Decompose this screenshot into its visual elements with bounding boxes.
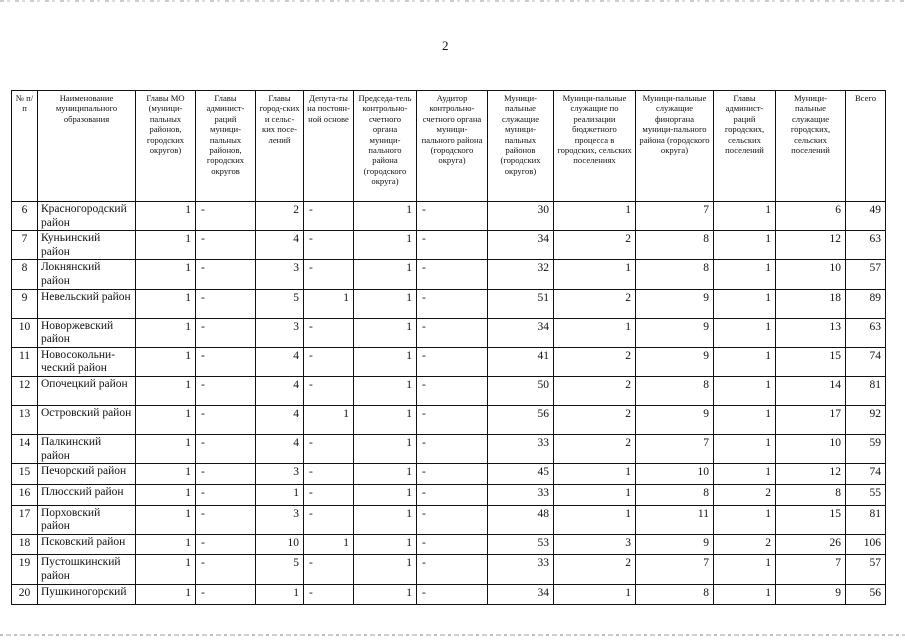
- cell-auditor: -: [417, 377, 488, 406]
- cell-row-number: 9: [12, 289, 38, 318]
- table-row: [12, 406, 886, 435]
- cell-settlement-staff: 15: [776, 505, 846, 534]
- cell-settlement-admin-heads: 1: [714, 406, 776, 435]
- cell-row-number: 12: [12, 377, 38, 406]
- cell-heads-mo: 1: [136, 260, 196, 289]
- cell-audit-chair: 1: [354, 485, 417, 506]
- cell-auditor: -: [417, 289, 488, 318]
- cell-heads-admin: -: [196, 260, 256, 289]
- cell-settlement-staff: 6: [776, 202, 846, 231]
- cell-budget-staff: 1: [554, 485, 636, 506]
- cell-district-staff: 41: [488, 347, 554, 376]
- cell-settlement-admin-heads: 1: [714, 289, 776, 318]
- cell-auditor: -: [417, 202, 488, 231]
- cell-heads-settlements: 1: [256, 485, 304, 506]
- table-row: [12, 260, 886, 289]
- cell-total: 106: [846, 534, 886, 555]
- cell-deputies: 1: [304, 289, 354, 318]
- cell-row-number: 18: [12, 534, 38, 555]
- cell-municipality-name: Красногородский район: [38, 202, 136, 231]
- cell-district-staff: 30: [488, 202, 554, 231]
- cell-finance-staff: 7: [636, 435, 714, 464]
- cell-row-number: 10: [12, 318, 38, 347]
- cell-heads-mo: 1: [136, 555, 196, 584]
- table-header-row: [12, 91, 886, 202]
- cell-budget-staff: 1: [554, 464, 636, 485]
- cell-settlement-staff: 12: [776, 231, 846, 260]
- cell-audit-chair: 1: [354, 435, 417, 464]
- cell-municipality-name: Порховский район: [38, 505, 136, 534]
- cell-district-staff: 33: [488, 555, 554, 584]
- table-row: [12, 555, 886, 584]
- cell-finance-staff: 8: [636, 377, 714, 406]
- cell-district-staff: 34: [488, 231, 554, 260]
- cell-deputies: -: [304, 555, 354, 584]
- header-total: Всего: [846, 91, 886, 202]
- cell-settlement-staff: 14: [776, 377, 846, 406]
- cell-heads-admin: -: [196, 584, 256, 605]
- header-auditor: Аудитор контрольно-счетного органа муници-пального района (городского округа): [417, 91, 488, 202]
- cell-heads-settlements: 4: [256, 347, 304, 376]
- cell-total: 81: [846, 377, 886, 406]
- cell-budget-staff: 2: [554, 377, 636, 406]
- cell-audit-chair: 1: [354, 260, 417, 289]
- cell-settlement-staff: 18: [776, 289, 846, 318]
- cell-finance-staff: 9: [636, 347, 714, 376]
- cell-municipality-name: Пустошкинский район: [38, 555, 136, 584]
- cell-deputies: 1: [304, 406, 354, 435]
- table-row: [12, 435, 886, 464]
- cell-deputies: -: [304, 231, 354, 260]
- cell-heads-mo: 1: [136, 377, 196, 406]
- cell-heads-admin: -: [196, 289, 256, 318]
- header-settlement-admin-heads: Главы админист-раций городских, сельских поселений: [714, 91, 776, 202]
- cell-settlement-staff: 13: [776, 318, 846, 347]
- scan-edge-bottom: [0, 634, 905, 636]
- cell-total: 59: [846, 435, 886, 464]
- cell-municipality-name: Палкинский район: [38, 435, 136, 464]
- cell-district-staff: 33: [488, 435, 554, 464]
- cell-auditor: -: [417, 464, 488, 485]
- cell-audit-chair: 1: [354, 406, 417, 435]
- cell-heads-mo: 1: [136, 485, 196, 506]
- cell-row-number: 7: [12, 231, 38, 260]
- cell-district-staff: 56: [488, 406, 554, 435]
- cell-district-staff: 50: [488, 377, 554, 406]
- cell-settlement-staff: 10: [776, 260, 846, 289]
- cell-heads-settlements: 4: [256, 231, 304, 260]
- cell-settlement-admin-heads: 1: [714, 202, 776, 231]
- table-body: [12, 202, 886, 605]
- cell-auditor: -: [417, 406, 488, 435]
- cell-finance-staff: 8: [636, 231, 714, 260]
- header-finance-staff: Муници-пальные служащие финоргана муници-пального района (городского округа): [636, 91, 714, 202]
- cell-municipality-name: Печорский район: [38, 464, 136, 485]
- cell-row-number: 8: [12, 260, 38, 289]
- cell-heads-admin: -: [196, 464, 256, 485]
- cell-total: 57: [846, 555, 886, 584]
- cell-finance-staff: 11: [636, 505, 714, 534]
- header-budget-staff: Муници-пальные служащие по реализации бюджетного процесса в городских, сельских поселениях: [554, 91, 636, 202]
- header-settlement-staff: Муници-пальные служащие городских, сельских поселений: [776, 91, 846, 202]
- cell-deputies: -: [304, 377, 354, 406]
- cell-auditor: -: [417, 534, 488, 555]
- cell-district-staff: 45: [488, 464, 554, 485]
- cell-municipality-name: Островский район: [38, 406, 136, 435]
- table-row: [12, 584, 886, 605]
- cell-heads-settlements: 3: [256, 318, 304, 347]
- cell-heads-admin: -: [196, 555, 256, 584]
- table-row: [12, 347, 886, 376]
- cell-budget-staff: 1: [554, 260, 636, 289]
- cell-row-number: 16: [12, 485, 38, 506]
- table-row: [12, 202, 886, 231]
- cell-audit-chair: 1: [354, 505, 417, 534]
- cell-heads-settlements: 10: [256, 534, 304, 555]
- header-heads-mo: Главы МО (муници-пальных районов, городских округов): [136, 91, 196, 202]
- cell-municipality-name: Куньинский район: [38, 231, 136, 260]
- cell-settlement-admin-heads: 1: [714, 377, 776, 406]
- cell-settlement-admin-heads: 1: [714, 347, 776, 376]
- cell-heads-settlements: 3: [256, 260, 304, 289]
- header-audit-chair: Председа-тель контрольно-счетного органа муници-пального района (городского округа): [354, 91, 417, 202]
- cell-municipality-name: Невельский район: [38, 289, 136, 318]
- cell-heads-admin: -: [196, 347, 256, 376]
- cell-district-staff: 34: [488, 318, 554, 347]
- cell-budget-staff: 2: [554, 231, 636, 260]
- cell-finance-staff: 7: [636, 555, 714, 584]
- cell-deputies: -: [304, 318, 354, 347]
- cell-municipality-name: Локнянский район: [38, 260, 136, 289]
- cell-settlement-admin-heads: 1: [714, 584, 776, 605]
- cell-audit-chair: 1: [354, 202, 417, 231]
- cell-budget-staff: 1: [554, 505, 636, 534]
- cell-deputies: -: [304, 260, 354, 289]
- cell-row-number: 17: [12, 505, 38, 534]
- cell-row-number: 20: [12, 584, 38, 605]
- cell-audit-chair: 1: [354, 289, 417, 318]
- table-row: [12, 289, 886, 318]
- cell-settlement-admin-heads: 1: [714, 318, 776, 347]
- cell-heads-mo: 1: [136, 534, 196, 555]
- cell-finance-staff: 9: [636, 406, 714, 435]
- cell-heads-admin: -: [196, 505, 256, 534]
- cell-settlement-admin-heads: 2: [714, 534, 776, 555]
- table-row: [12, 464, 886, 485]
- cell-municipality-name: Новосокольни-ческий район: [38, 347, 136, 376]
- table-row: [12, 318, 886, 347]
- cell-district-staff: 32: [488, 260, 554, 289]
- cell-auditor: -: [417, 231, 488, 260]
- cell-audit-chair: 1: [354, 377, 417, 406]
- cell-heads-mo: 1: [136, 231, 196, 260]
- cell-finance-staff: 9: [636, 289, 714, 318]
- cell-auditor: -: [417, 555, 488, 584]
- cell-budget-staff: 1: [554, 318, 636, 347]
- cell-heads-admin: -: [196, 318, 256, 347]
- cell-budget-staff: 2: [554, 555, 636, 584]
- cell-heads-settlements: 4: [256, 406, 304, 435]
- cell-auditor: -: [417, 584, 488, 605]
- cell-finance-staff: 8: [636, 584, 714, 605]
- cell-heads-admin: -: [196, 406, 256, 435]
- header-number: № п/п: [12, 91, 38, 202]
- cell-heads-mo: 1: [136, 464, 196, 485]
- cell-heads-admin: -: [196, 202, 256, 231]
- cell-heads-settlements: 4: [256, 377, 304, 406]
- cell-deputies: -: [304, 202, 354, 231]
- cell-finance-staff: 8: [636, 260, 714, 289]
- cell-heads-mo: 1: [136, 505, 196, 534]
- cell-finance-staff: 9: [636, 318, 714, 347]
- cell-total: 57: [846, 260, 886, 289]
- cell-heads-settlements: 3: [256, 464, 304, 485]
- cell-heads-admin: -: [196, 377, 256, 406]
- cell-row-number: 11: [12, 347, 38, 376]
- cell-heads-mo: 1: [136, 318, 196, 347]
- cell-auditor: -: [417, 347, 488, 376]
- cell-budget-staff: 2: [554, 289, 636, 318]
- header-heads-settlements: Главы город-ских и сельс-ких посе-лений: [256, 91, 304, 202]
- cell-budget-staff: 3: [554, 534, 636, 555]
- cell-deputies: -: [304, 485, 354, 506]
- cell-settlement-staff: 26: [776, 534, 846, 555]
- cell-settlement-staff: 17: [776, 406, 846, 435]
- cell-total: 89: [846, 289, 886, 318]
- cell-heads-settlements: 1: [256, 584, 304, 605]
- cell-budget-staff: 2: [554, 347, 636, 376]
- cell-district-staff: 51: [488, 289, 554, 318]
- cell-settlement-staff: 7: [776, 555, 846, 584]
- cell-total: 63: [846, 318, 886, 347]
- cell-total: 49: [846, 202, 886, 231]
- cell-auditor: -: [417, 485, 488, 506]
- cell-settlement-admin-heads: 1: [714, 231, 776, 260]
- cell-row-number: 13: [12, 406, 38, 435]
- cell-row-number: 19: [12, 555, 38, 584]
- cell-total: 92: [846, 406, 886, 435]
- cell-settlement-admin-heads: 1: [714, 260, 776, 289]
- cell-municipality-name: Пушкиногорский: [38, 584, 136, 605]
- cell-auditor: -: [417, 505, 488, 534]
- table-row: [12, 534, 886, 555]
- cell-audit-chair: 1: [354, 464, 417, 485]
- cell-district-staff: 53: [488, 534, 554, 555]
- header-district-staff: Муници-пальные служащие муници-пальных районов (городских округов): [488, 91, 554, 202]
- cell-auditor: -: [417, 260, 488, 289]
- table-row: [12, 231, 886, 260]
- scan-edge-top: [0, 0, 905, 2]
- cell-finance-staff: 9: [636, 534, 714, 555]
- cell-finance-staff: 7: [636, 202, 714, 231]
- cell-heads-admin: -: [196, 231, 256, 260]
- cell-deputies: -: [304, 505, 354, 534]
- cell-finance-staff: 10: [636, 464, 714, 485]
- cell-settlement-staff: 12: [776, 464, 846, 485]
- staff-table: [11, 90, 886, 605]
- cell-heads-settlements: 3: [256, 505, 304, 534]
- header-heads-admin: Главы админист-раций муници-пальных районов, городских округов: [196, 91, 256, 202]
- cell-municipality-name: Новоржевский район: [38, 318, 136, 347]
- cell-budget-staff: 2: [554, 435, 636, 464]
- cell-audit-chair: 1: [354, 534, 417, 555]
- cell-audit-chair: 1: [354, 318, 417, 347]
- cell-audit-chair: 1: [354, 347, 417, 376]
- cell-auditor: -: [417, 318, 488, 347]
- cell-deputies: 1: [304, 534, 354, 555]
- cell-row-number: 15: [12, 464, 38, 485]
- cell-deputies: -: [304, 584, 354, 605]
- cell-audit-chair: 1: [354, 555, 417, 584]
- cell-heads-admin: -: [196, 485, 256, 506]
- cell-heads-mo: 1: [136, 289, 196, 318]
- cell-row-number: 14: [12, 435, 38, 464]
- table-row: [12, 485, 886, 506]
- cell-municipality-name: Плюсский район: [38, 485, 136, 506]
- cell-audit-chair: 1: [354, 584, 417, 605]
- page-number: 2: [442, 38, 449, 53]
- cell-deputies: -: [304, 347, 354, 376]
- cell-municipality-name: Опочецкий район: [38, 377, 136, 406]
- cell-settlement-staff: 8: [776, 485, 846, 506]
- cell-row-number: 6: [12, 202, 38, 231]
- cell-total: 74: [846, 347, 886, 376]
- table-row: [12, 505, 886, 534]
- cell-total: 56: [846, 584, 886, 605]
- cell-heads-mo: 1: [136, 202, 196, 231]
- cell-auditor: -: [417, 435, 488, 464]
- cell-district-staff: 34: [488, 584, 554, 605]
- cell-deputies: -: [304, 435, 354, 464]
- cell-settlement-admin-heads: 1: [714, 505, 776, 534]
- cell-settlement-staff: 15: [776, 347, 846, 376]
- cell-municipality-name: Псковский район: [38, 534, 136, 555]
- header-municipality: Наименование муниципального образования: [38, 91, 136, 202]
- cell-heads-settlements: 5: [256, 555, 304, 584]
- cell-heads-mo: 1: [136, 435, 196, 464]
- cell-finance-staff: 8: [636, 485, 714, 506]
- cell-district-staff: 33: [488, 485, 554, 506]
- cell-settlement-admin-heads: 1: [714, 555, 776, 584]
- cell-budget-staff: 2: [554, 406, 636, 435]
- cell-heads-settlements: 2: [256, 202, 304, 231]
- cell-deputies: -: [304, 464, 354, 485]
- header-deputies: Депута-ты на постоян-ной основе: [304, 91, 354, 202]
- cell-settlement-staff: 9: [776, 584, 846, 605]
- cell-audit-chair: 1: [354, 231, 417, 260]
- cell-total: 74: [846, 464, 886, 485]
- cell-settlement-admin-heads: 1: [714, 464, 776, 485]
- cell-heads-settlements: 4: [256, 435, 304, 464]
- cell-budget-staff: 1: [554, 584, 636, 605]
- cell-settlement-staff: 10: [776, 435, 846, 464]
- cell-total: 81: [846, 505, 886, 534]
- cell-heads-admin: -: [196, 435, 256, 464]
- cell-total: 63: [846, 231, 886, 260]
- cell-budget-staff: 1: [554, 202, 636, 231]
- cell-heads-admin: -: [196, 534, 256, 555]
- cell-heads-mo: 1: [136, 347, 196, 376]
- cell-heads-settlements: 5: [256, 289, 304, 318]
- cell-district-staff: 48: [488, 505, 554, 534]
- cell-total: 55: [846, 485, 886, 506]
- cell-settlement-admin-heads: 1: [714, 435, 776, 464]
- cell-heads-mo: 1: [136, 584, 196, 605]
- table-row: [12, 377, 886, 406]
- cell-settlement-admin-heads: 2: [714, 485, 776, 506]
- cell-heads-mo: 1: [136, 406, 196, 435]
